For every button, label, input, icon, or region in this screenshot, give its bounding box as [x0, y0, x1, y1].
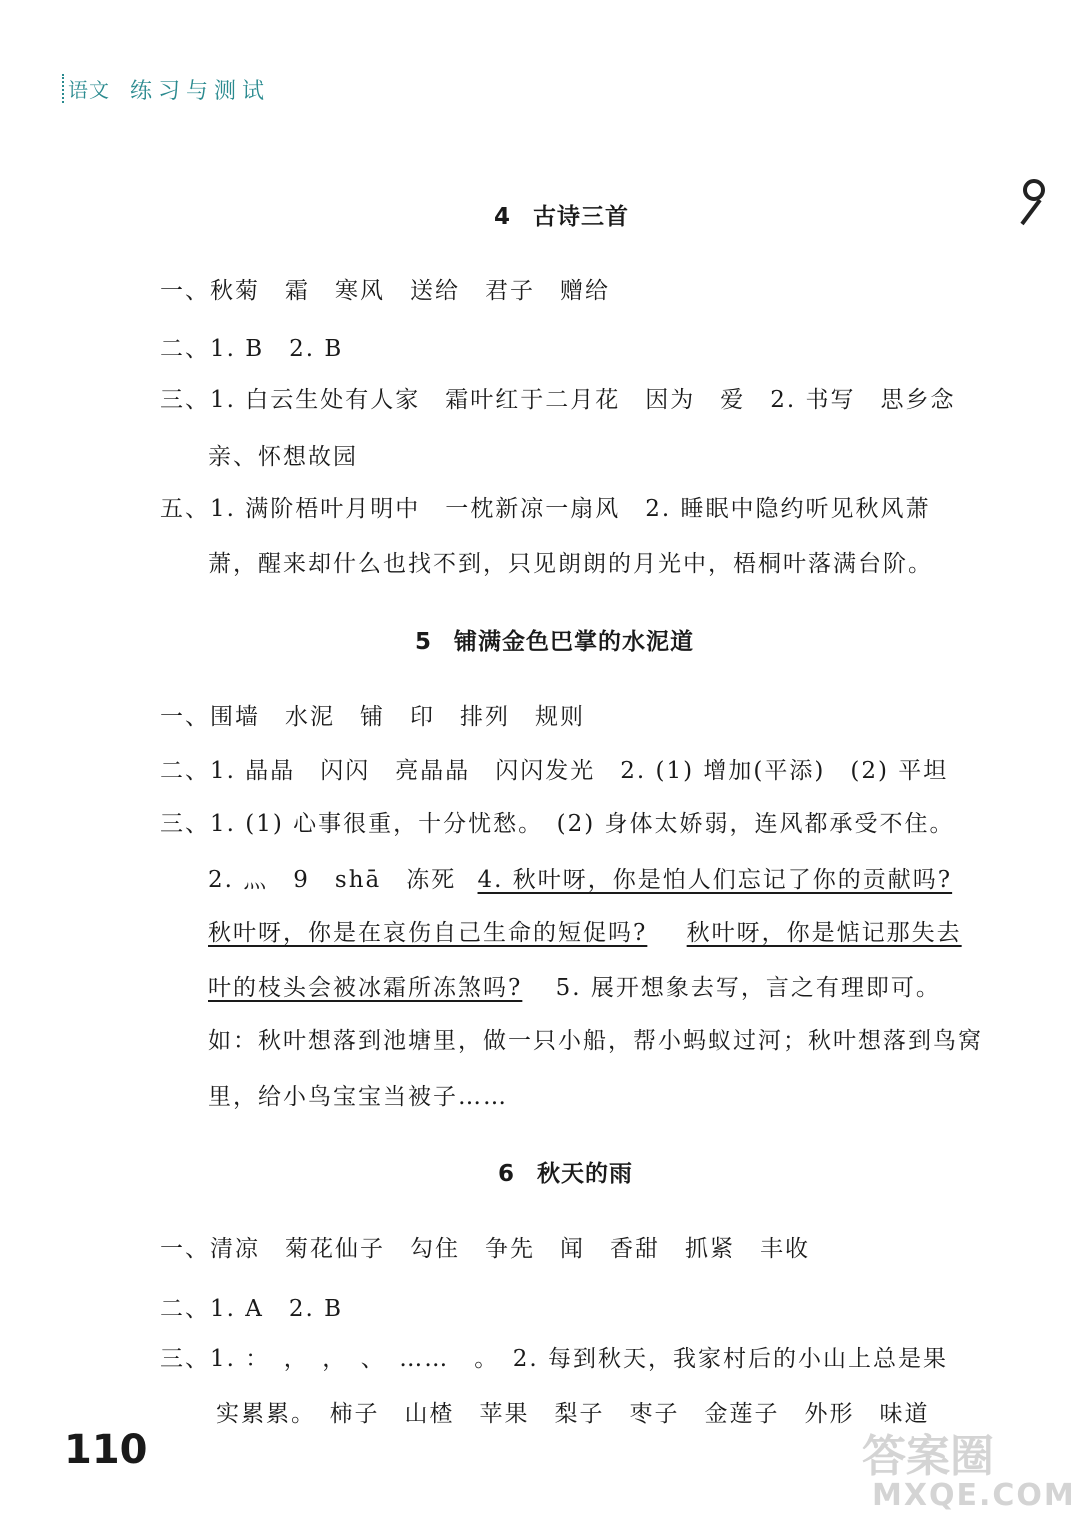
section-number: 4 [494, 204, 512, 230]
section-name: 铺满金色巴掌的水泥道 [454, 629, 695, 655]
answer-line: 实累累。 柿子 山楂 苹果 梨子 枣子 金莲子 外形 味道 [216, 1401, 930, 1427]
underlined-answer: 叶的枝头会被冰霜所冻煞吗? [208, 975, 523, 1001]
answer-line: 二、1. A 2. B [160, 1296, 344, 1322]
answer-line: 如：秋叶想落到池塘里，做一只小船，帮小蚂蚁过河；秋叶想落到鸟窝 [208, 1028, 983, 1054]
answer-line: 一、清凉 菊花仙子 勾住 争先 闻 香甜 抓紧 丰收 [160, 1236, 810, 1262]
answer-line: 二、1. B 2. B [160, 336, 344, 362]
underlined-answer: 秋叶呀，你是惦记那失去 [686, 920, 962, 946]
answer-line: 一、围墙 水泥 铺 印 排列 规则 [160, 704, 585, 730]
underlined-answer: 4. 秋叶呀，你是怕人们忘记了你的贡献吗? [477, 867, 953, 893]
answer-line [208, 861, 952, 894]
section-title [415, 623, 694, 656]
answer-line: 里，给小鸟宝宝当被子…… [208, 1084, 508, 1110]
underlined-answer: 秋叶呀，你是在哀伤自己生命的短促吗? [208, 920, 648, 946]
section-title [498, 1155, 633, 1188]
watermark-logo: 答案圈 [862, 1431, 994, 1482]
answer-line: 三、1. (1) 心事很重，十分忧愁。 (2) 身体太娇弱，连风都承受不住。 [160, 811, 955, 837]
page-number: 110 [64, 1427, 148, 1473]
watermark-url: MXQE.COM [872, 1478, 1076, 1513]
answer-part: 2. 灬 9 shā 冻死 [208, 867, 457, 893]
answer-line: 二、1. 晶晶 闪闪 亮晶晶 闪闪发光 2. (1) 增加(平添) (2) 平坦 [160, 758, 949, 784]
section-number: 6 [498, 1161, 516, 1187]
answer-line: 三、1. 白云生处有人家 霜叶红于二月花 因为 爱 2. 书写 思乡念 [160, 387, 956, 413]
header-title: 练习与测试 [130, 79, 271, 104]
corner-mark [1012, 176, 1042, 236]
header-subject: 语文 [62, 74, 110, 103]
answer-line: 萧，醒来却什么也找不到，只见朗朗的月光中，梧桐叶落满台阶。 [208, 551, 933, 577]
answer-line: 三、1. ： ， ， 、 …… 。 2. 每到秋天，我家村后的小山上总是果 [160, 1346, 949, 1372]
answer-line [208, 969, 941, 1002]
section-title [494, 198, 629, 231]
answer-line [208, 914, 962, 947]
answer-line: 五、1. 满阶梧叶月明中 一枕新凉一扇风 2. 睡眠中隐约听见秋风萧 [160, 496, 931, 522]
section-name: 古诗三首 [533, 204, 630, 230]
answer-line: 一、秋菊 霜 寒风 送给 君子 赠给 [160, 278, 610, 304]
answer-line: 亲、怀想故园 [208, 444, 358, 470]
section-number: 5 [415, 629, 433, 655]
answer-part: 5. 展开想象去写，言之有理即可。 [555, 975, 941, 1001]
section-name: 秋天的雨 [537, 1161, 634, 1187]
